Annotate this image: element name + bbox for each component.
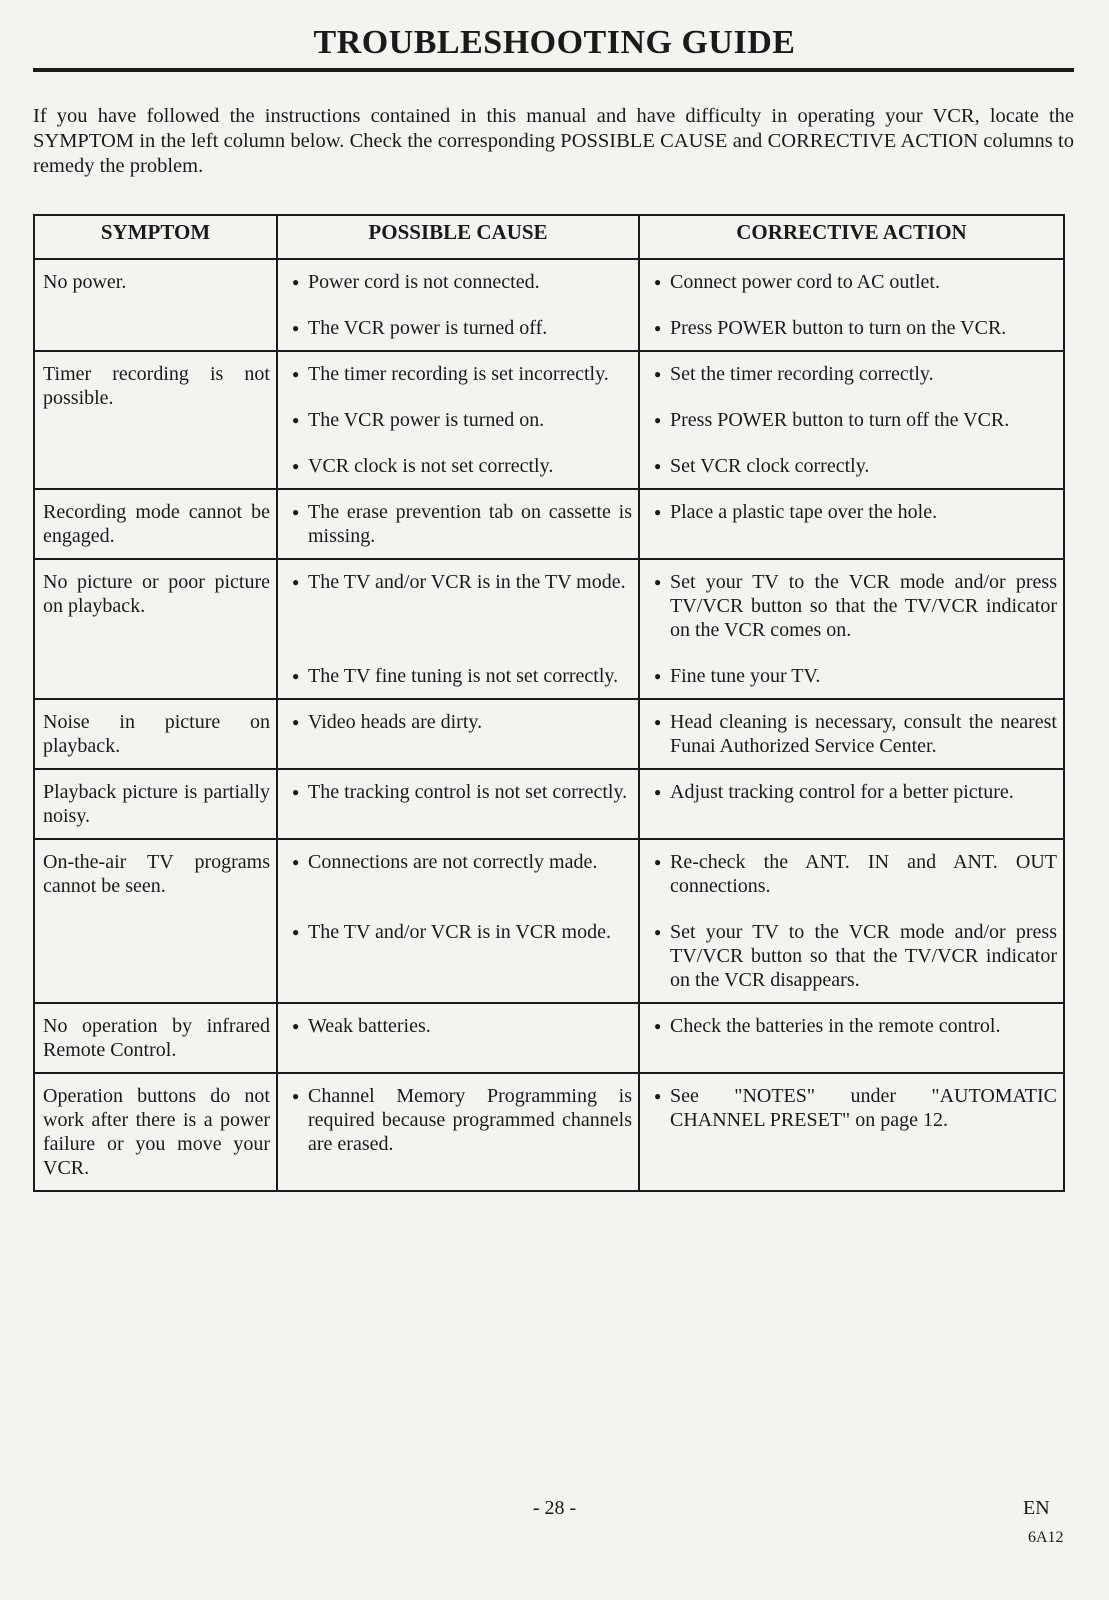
cause-item: ● VCR clock is not set correctly. [286,454,632,478]
action-item: ● Fine tune your TV. [648,664,1057,688]
action-cell [639,259,1064,351]
cause-item: ● The TV and/or VCR is in VCR mode. [286,920,632,992]
action-item: ● Adjust tracking control for a better picture. [648,780,1057,804]
table-header-row [34,215,1064,259]
title-rule [33,68,1074,72]
symptom-cell: No operation by infrared Remote Control. [34,1003,277,1073]
cause-item: ● Weak batteries. [286,1014,632,1038]
action-cell [639,839,1064,1003]
symptom-cell: Noise in picture on playback. [34,699,277,769]
table-row [34,1003,1064,1073]
action-item: ● Place a plastic tape over the hole. [648,500,1057,548]
cause-item: ● The VCR power is turned on. [286,408,632,432]
language-code: EN [1023,1497,1050,1519]
cause-cell [277,259,639,351]
action-cell [639,351,1064,489]
symptom-cell: Recording mode cannot be engaged. [34,489,277,559]
symptom-cell: No picture or poor picture on playback. [34,559,277,699]
cause-item: ● Channel Memory Programming is required because programmed channels are erased. [286,1084,632,1156]
table-row [34,1073,1064,1191]
cause-cell [277,839,639,1003]
intro-paragraph: If you have followed the instructions contained in this manual and have difficulty in operating your VCR, locate the SYMPTOM in the left column below. Check the corresponding POSSIBLE CAUSE and CORRECTIVE ACTION columns to remedy the problem. [33,105,1074,177]
header-possible-cause: POSSIBLE CAUSE [277,215,639,259]
action-item: ● Re-check the ANT. IN and ANT. OUT connections. [648,850,1057,898]
page-number: - 28 - [532,1497,577,1519]
cause-cell [277,1003,639,1073]
table-row [34,839,1064,1003]
table-row [34,351,1064,489]
action-item: ● Set the timer recording correctly. [648,362,1057,386]
action-cell [639,699,1064,769]
action-item: ● Press POWER button to turn off the VCR. [648,408,1057,432]
table-body [34,259,1064,1191]
action-cell [639,769,1064,839]
action-item: ● Check the batteries in the remote control. [648,1014,1057,1038]
symptom-cell: Timer recording is not possible. [34,351,277,489]
cause-cell [277,1073,639,1191]
action-item: ● Set your TV to the VCR mode and/or press TV/VCR button so that the TV/VCR indicator on the VCR disappears. [648,920,1057,992]
symptom-cell: No power. [34,259,277,351]
action-cell [639,559,1064,699]
cause-item: ● Connections are not correctly made. [286,850,632,898]
action-item: ● Connect power cord to AC outlet. [648,270,1057,294]
troubleshooting-table [33,214,1065,1192]
cause-item: ● The TV and/or VCR is in the TV mode. [286,570,632,642]
symptom-cell: Operation buttons do not work after there is a power failure or you move your VCR. [34,1073,277,1191]
action-cell [639,1073,1064,1191]
table-row [34,259,1064,351]
document-code: 6A12 [1028,1529,1064,1546]
cause-cell [277,351,639,489]
action-item: ● Set VCR clock correctly. [648,454,1057,478]
cause-cell [277,489,639,559]
page-title: TROUBLESHOOTING GUIDE [313,24,796,61]
table-row [34,489,1064,559]
action-item: ● Press POWER button to turn on the VCR. [648,316,1057,340]
header-corrective-action: CORRECTIVE ACTION [639,215,1064,259]
cause-cell [277,769,639,839]
cause-item: ● The TV fine tuning is not set correctly. [286,664,632,688]
table-row [34,699,1064,769]
header-symptom: SYMPTOM [34,215,277,259]
table-row [34,559,1064,699]
action-item: ● Set your TV to the VCR mode and/or press TV/VCR button so that the TV/VCR indicator on the VCR comes on. [648,570,1057,642]
table-row [34,769,1064,839]
action-cell [639,1003,1064,1073]
action-item: ● See "NOTES" under "AUTOMATIC CHANNEL PRESET" on page 12. [648,1084,1057,1156]
symptom-cell: Playback picture is partially noisy. [34,769,277,839]
cause-cell [277,559,639,699]
action-cell [639,489,1064,559]
cause-item: ● The tracking control is not set correctly. [286,780,632,804]
cause-item: ● The erase prevention tab on cassette is missing. [286,500,632,548]
symptom-cell: On-the-air TV programs cannot be seen. [34,839,277,1003]
cause-item: ● The timer recording is set incorrectly. [286,362,632,386]
cause-item: ● The VCR power is turned off. [286,316,632,340]
action-item: ● Head cleaning is necessary, consult the nearest Funai Authorized Service Center. [648,710,1057,758]
cause-cell [277,699,639,769]
cause-item: ● Video heads are dirty. [286,710,632,758]
cause-item: ● Power cord is not connected. [286,270,632,294]
